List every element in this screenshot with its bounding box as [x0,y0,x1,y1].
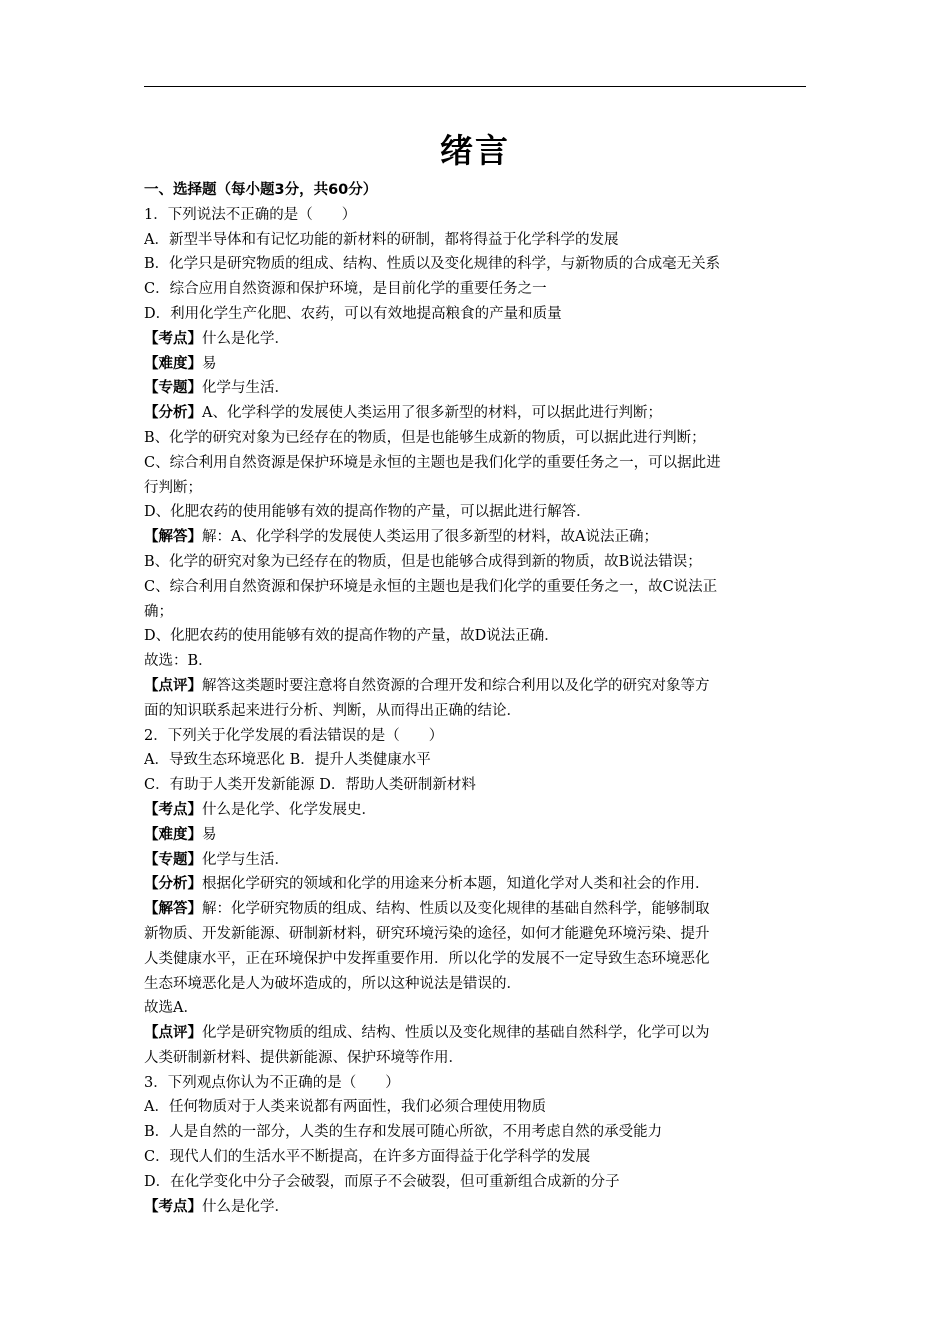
jieda-text: 确； [144,603,173,620]
jieda-text: 生态环境恶化是人为破坏造成的，所以这种说法是错误的． [144,975,521,992]
dianping-text: 人类研制新材料、提供新能源、保护环境等作用． [144,1049,463,1066]
jieda-text: 解：化学研究物质的组成、结构、性质以及变化规律的基础自然科学，能够制取 [202,901,710,918]
zhuanti-text: 化学与生活． [202,851,289,868]
nandu-text: 易 [202,826,217,843]
document-body [144,178,809,1219]
fenxi-tag: 【分析】 [144,876,202,893]
kaodian-line [144,798,809,823]
option-b: B．化学只是研究物质的组成、结构、性质以及变化规律的科学，与新物质的合成毫无关系 [144,256,721,273]
question-1 [144,203,809,724]
jieda-text: D、化肥农药的使用能够有效的提高作物的产量，故D说法正确． [144,628,559,645]
zhuanti-line [144,376,809,401]
jieda-tag: 【解答】 [144,901,202,918]
zhuanti-tag: 【专题】 [144,851,202,868]
fenxi-text: C、综合利用自然资源是保护环境是永恒的主题也是我们化学的重要任务之一，可以据此进 [144,454,721,471]
fenxi-line [144,872,809,897]
options-cd: C．有助于人类开发新能源 D．帮助人类研制新材料 [144,777,476,794]
option-d: D．在化学变化中分子会破裂，而原子不会破裂，但可重新组合成新的分子 [144,1173,620,1190]
options-ab: A．导致生态环境恶化 B．提升人类健康水平 [144,752,431,769]
fenxi-tag: 【分析】 [144,405,202,422]
kaodian-tag: 【考点】 [144,1198,202,1215]
page-title: 绪言 [440,131,510,170]
dianping-tag: 【点评】 [144,1025,202,1042]
kaodian-text: 什么是化学． [202,330,289,347]
option-d: D．利用化学生产化肥、农药，可以有效地提高粮食的产量和质量 [144,305,562,322]
question-2 [144,724,809,1071]
dianping-line [144,674,809,699]
dianping-text: 面的知识联系起来进行分析、判断，从而得出正确的结论． [144,702,521,719]
kaodian-line [144,327,809,352]
jieda-text: 新物质、开发新能源、研制新材料，研究环境污染的途径，如何才能避免环境污染、提升 [144,925,710,942]
answer-line: 故选：B． [144,653,213,670]
zhuanti-text: 化学与生活． [202,380,289,397]
option-a: A．任何物质对于人类来说都有两面性，我们必须合理使用物质 [144,1099,546,1116]
question-3 [144,1071,809,1220]
fenxi-text: 行判断； [144,479,202,496]
question-stem: 2．下列关于化学发展的看法错误的是（ ） [144,727,444,744]
fenxi-text: D、化肥农药的使用能够有效的提高作物的产量，可以据此进行解答． [144,504,591,521]
kaodian-line [144,1195,809,1220]
jieda-text: 解：A、化学科学的发展使人类运用了很多新型的材料，故A说法正确； [202,529,658,546]
fenxi-text: B、化学的研究对象为已经存在的物质，但是也能够生成新的物质，可以据此进行判断； [144,429,706,446]
question-stem: 3．下列观点你认为不正确的是（ ） [144,1074,400,1091]
dianping-tag: 【点评】 [144,677,202,694]
fenxi-text: A、化学科学的发展使人类运用了很多新型的材料，可以据此进行判断； [202,405,662,422]
section-heading: 一、选择题（每小题3分，共60分） [144,182,378,198]
dianping-text: 化学是研究物质的组成、结构、性质以及变化规律的基础自然科学，化学可以为 [202,1025,710,1042]
answer-line: 故选A． [144,1000,198,1017]
kaodian-tag: 【考点】 [144,330,202,347]
jieda-tag: 【解答】 [144,529,202,546]
question-stem: 1．下列说法不正确的是（ ） [144,206,357,223]
option-c: C．综合应用自然资源和保护环境，是目前化学的重要任务之一 [144,281,547,298]
nandu-line [144,823,809,848]
dianping-text: 解答这类题时要注意将自然资源的合理开发和综合利用以及化学的研究对象等方 [202,677,710,694]
option-a: A．新型半导体和有记忆功能的新材料的研制，都将得益于化学科学的发展 [144,231,619,248]
dianping-line [144,1021,809,1046]
kaodian-text: 什么是化学、化学发展史． [202,801,376,818]
option-c: C．现代人们的生活水平不断提高，在许多方面得益于化学科学的发展 [144,1149,591,1166]
jieda-line [144,525,809,550]
kaodian-text: 什么是化学． [202,1198,289,1215]
nandu-line [144,352,809,377]
header-rule [144,86,806,87]
zhuanti-line [144,848,809,873]
nandu-text: 易 [202,355,217,372]
jieda-text: B、化学的研究对象为已经存在的物质，但是也能够合成得到新的物质，故B说法错误； [144,553,702,570]
kaodian-tag: 【考点】 [144,801,202,818]
nandu-tag: 【难度】 [144,355,202,372]
jieda-text: C、综合利用自然资源和保护环境是永恒的主题也是我们化学的重要任务之一，故C说法正 [144,578,718,595]
option-b: B．人是自然的一部分，人类的生存和发展可随心所欲，不用考虑自然的承受能力 [144,1124,663,1141]
jieda-text: 人类健康水平，正在环境保护中发挥重要作用．所以化学的发展不一定导致生态环境恶化 [144,950,710,967]
jieda-line [144,897,809,922]
fenxi-text: 根据化学研究的领域和化学的用途来分析本题，知道化学对人类和社会的作用． [202,876,710,893]
zhuanti-tag: 【专题】 [144,380,202,397]
nandu-tag: 【难度】 [144,826,202,843]
fenxi-line [144,401,809,426]
